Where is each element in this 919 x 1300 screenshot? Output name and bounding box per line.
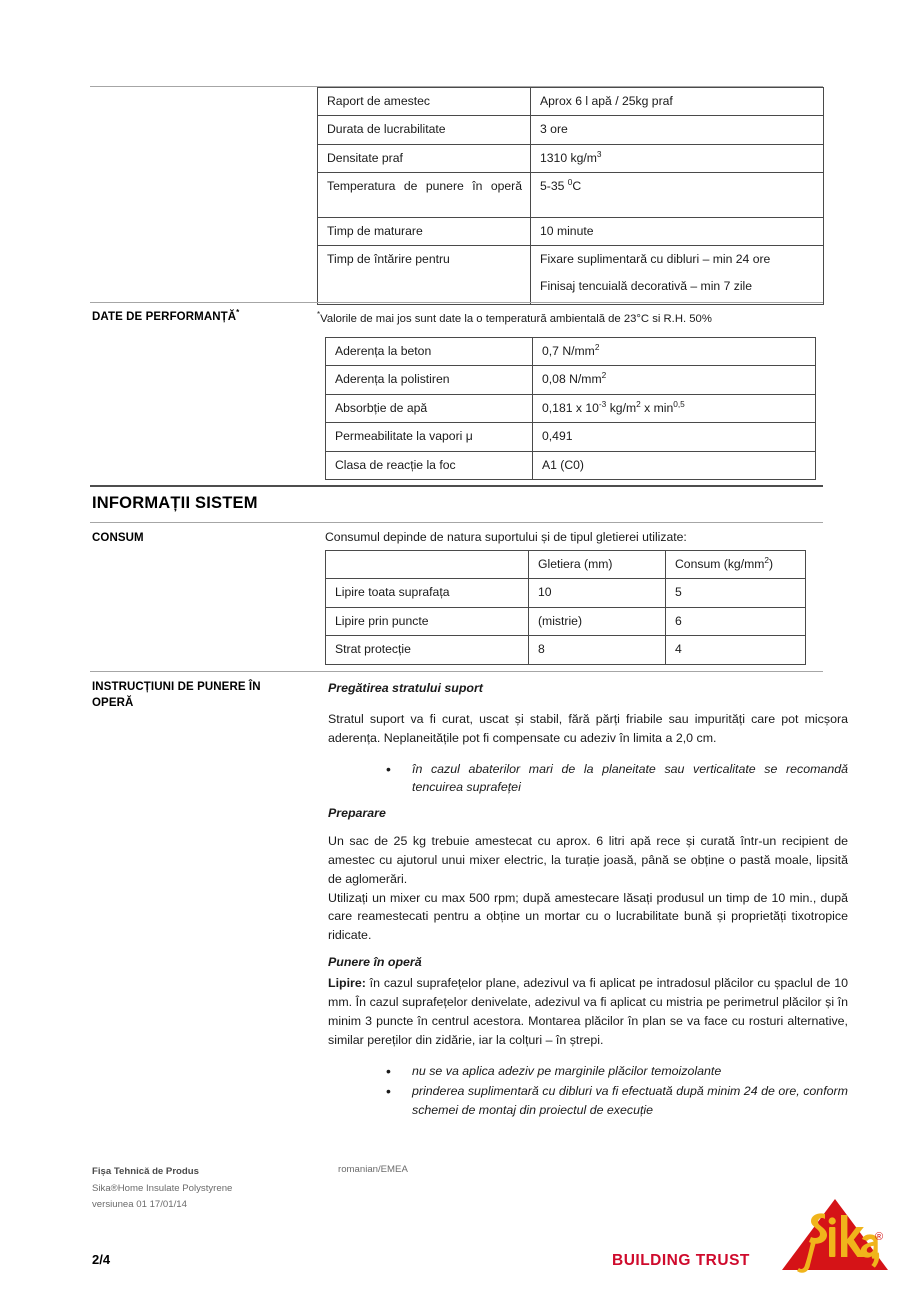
consumption-intro: Consumul depinde de natura suportului și de tipul gletierei utilizate:: [325, 530, 687, 544]
cell-label: [318, 173, 531, 217]
table-row: [326, 423, 816, 451]
sika-logo: [781, 1196, 889, 1274]
table-row: [318, 217, 824, 245]
superscript: 2: [594, 341, 600, 352]
cell-label: Permeabilitate la vapori μ: [326, 423, 533, 451]
cell-value: [533, 366, 816, 394]
table-row: [318, 173, 824, 217]
cell-label: Raport de amestec: [318, 88, 531, 116]
cell-label: Clasa de reacție la foc: [326, 451, 533, 479]
cell-label: Aderența la polistiren: [326, 366, 533, 394]
table-row: [318, 88, 824, 116]
superscript: 0: [567, 177, 573, 188]
note-text: Valorile de mai jos sunt date la o temperatură ambientală de 23°C si R.H. 50%: [320, 313, 712, 325]
header-text-end: ): [769, 557, 774, 571]
asterisk-marker: *: [317, 310, 321, 320]
label-line-2: OPERĂ: [92, 696, 134, 709]
table-row: [326, 607, 806, 635]
value-part: kg/m: [606, 400, 637, 415]
subheading-application: Punere în operă: [328, 955, 422, 970]
value-text: Temperatura de punere în operă: [327, 179, 522, 194]
cell-value: [531, 144, 824, 172]
cell-value: A1 (C0): [533, 451, 816, 479]
label-text: DATE DE PERFORMANȚĂ: [92, 311, 237, 323]
superscript: 0,5: [673, 398, 685, 409]
value-line-2: Finisaj tencuială decorativă – min 7 zile: [540, 278, 753, 293]
cell-value: 0,491: [533, 423, 816, 451]
table-row: [326, 366, 816, 394]
value-text-2: C: [572, 179, 582, 194]
cell-label: Timp de maturare: [318, 217, 531, 245]
divider-instructions: [90, 671, 823, 672]
divider-system-bottom: [90, 522, 823, 523]
heading-system-info: INFORMAȚII SISTEM: [92, 494, 258, 512]
cell-consum: 6: [666, 607, 806, 635]
cell-value: 3 ore: [531, 116, 824, 144]
cell-label: Densitate praf: [318, 144, 531, 172]
col-header-blank: [326, 551, 529, 579]
table-row: [326, 579, 806, 607]
paragraph-bonding: [328, 974, 848, 1049]
list-item: • în cazul abaterilor mari de la planeitate sau verticalitate se recomandă tencuirea suprafeței: [386, 760, 848, 798]
cell-value: [533, 394, 816, 422]
cell-label: Timp de întărire pentru: [318, 246, 531, 305]
cell-value: Aprox 6 l apă / 25kg praf: [531, 88, 824, 116]
value-part: 0,181 x 10: [542, 400, 599, 415]
superscript: -3: [598, 398, 607, 409]
cell-label: Durata de lucrabilitate: [318, 116, 531, 144]
list-item: • prinderea suplimentară cu dibluri va fi efectuată după minim 24 de ore, conform schemei de montaj din proiectul de execuție: [386, 1082, 848, 1120]
table-row: [318, 144, 824, 172]
value-text: 0,7 N/mm: [542, 344, 595, 358]
performance-data-table: [325, 337, 816, 480]
superscript: 3: [596, 148, 602, 159]
registered-trademark-icon: ®: [875, 1231, 884, 1243]
footer-doc-title: Fișa Tehnică de Produs: [92, 1166, 199, 1177]
section-label-consum: CONSUM: [92, 532, 144, 544]
footer-locale: romanian/EMEA: [338, 1164, 408, 1175]
value-text: 5-35: [540, 179, 568, 194]
table-row: [318, 246, 824, 305]
table-row: [326, 636, 806, 664]
cell-gletiera: 10: [529, 579, 666, 607]
cell-label: Absorbție de apă: [326, 394, 533, 422]
table-row: [326, 451, 816, 479]
label-line-1: INSTRUCȚIUNI DE PUNERE ÎN: [92, 681, 261, 693]
cell-method: Lipire toata suprafața: [326, 579, 529, 607]
paragraph-bonding-text: în cazul suprafețelor plane, adezivul va fi aplicat pe intradosul plăcilor cu șpaclul de 10 mm. În cazul suprafețelor denivelate, adezivul va fi aplicat cu mistria pe perimetrul plăcilor și în minim 3 puncte în centrul acestora. Montarea plăcilor în plan se va face cu rosturi alternative, similar pereților din zidărie, iar la colțuri – în ștrepi.: [328, 975, 848, 1047]
cell-value: 10 minute: [531, 217, 824, 245]
table-row: [326, 394, 816, 422]
paragraph-mixing: Un sac de 25 kg trebuie amestecat cu aprox. 6 litri apă rece și curată într-un recipient de amestec cu ajutorul unui mixer electric, la turație joasă, până se obține o pastă moale, lipsită de aglomerări.: [328, 834, 848, 886]
asterisk-marker: *: [236, 308, 240, 318]
cell-consum: 5: [666, 579, 806, 607]
table-row: [318, 116, 824, 144]
table-row: [326, 338, 816, 366]
cell-label: Aderența la beton: [326, 338, 533, 366]
section-label-instructions: [92, 680, 317, 711]
value-text: 0,08 N/mm: [542, 372, 602, 387]
value-line-1: Fixare suplimentară cu dibluri – min 24 ore: [540, 252, 771, 267]
performance-note: [317, 310, 817, 325]
table-header-row: [326, 551, 806, 579]
paragraph-mixer-speed: Utilizați un mixer cu max 500 rpm; după amestecare lăsați produsul un timp de 10 min., după care reamestecati pentru a obține un mortar cu o lucrabilitate bună și proprietăți tixotropice ridicate.: [328, 890, 848, 943]
cell-consum: 4: [666, 636, 806, 664]
superscript: 2: [601, 370, 607, 381]
tagline-building-trust: BUILDING TRUST: [612, 1252, 750, 1269]
header-text: Consum (kg/mm: [675, 557, 765, 571]
lead-in-lipire: Lipire:: [328, 975, 366, 990]
cell-gletiera: (mistrie): [529, 607, 666, 635]
subheading-preparare: Preparare: [328, 806, 386, 821]
list-item: • nu se va aplica adeziv pe marginile plăcilor temoizolante: [386, 1062, 848, 1081]
page-number: 2/4: [92, 1252, 111, 1267]
technical-properties-table: [317, 87, 824, 305]
subheading-preparation-support: Pregătirea stratului suport: [328, 681, 483, 695]
value-text: 1310 kg/m: [540, 150, 597, 165]
instructions-body: [328, 679, 848, 1120]
consumption-table: [325, 550, 806, 665]
section-label-performance: [92, 310, 317, 326]
divider-performance: [90, 302, 823, 303]
footer-meta: [92, 1164, 232, 1214]
cell-gletiera: 8: [529, 636, 666, 664]
footer-product-name: Sika®Home Insulate Polystyrene: [92, 1182, 233, 1194]
col-header-consum: [666, 551, 806, 579]
superscript: 2: [764, 554, 770, 565]
paragraph-support-layer: Stratul suport va fi curat, uscat și stabil, fără părți friabile sau impurități care pot micșora aderența. Neplaneitățile pot fi compensate cu adeziv în limita a 2,0 cm.: [328, 711, 848, 745]
footer-version: versiunea 01 17/01/14: [92, 1199, 187, 1210]
cell-method: Lipire prin puncte: [326, 607, 529, 635]
cell-method: Strat protecție: [326, 636, 529, 664]
bullet-list-support: [328, 760, 848, 798]
cell-value: [531, 173, 824, 217]
value-part: x min: [640, 400, 674, 415]
bullet-list-application: [328, 1062, 848, 1120]
col-header-gletiera: Gletiera (mm): [529, 551, 666, 579]
divider-system-top: [90, 485, 823, 487]
superscript: 2: [636, 398, 641, 409]
cell-value: [531, 246, 824, 305]
cell-value: [533, 338, 816, 366]
